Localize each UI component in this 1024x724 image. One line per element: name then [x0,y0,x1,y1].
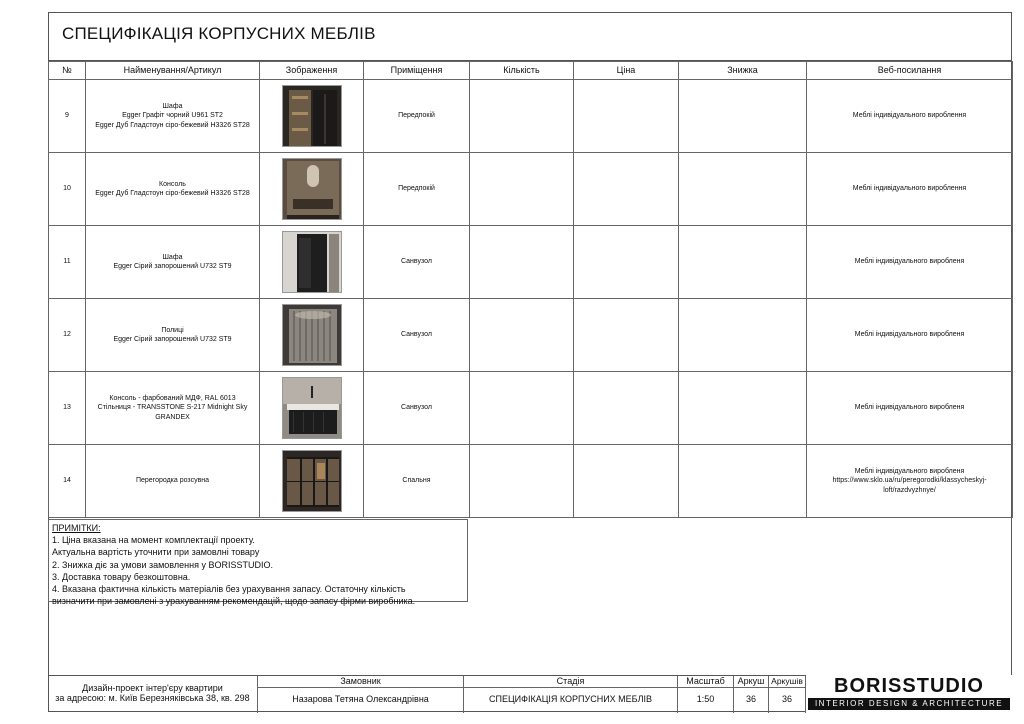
row-number: 9 [49,80,86,153]
page-title: СПЕЦИФІКАЦІЯ КОРПУСНИХ МЕБЛІВ [62,24,376,43]
sheets-label: Аркушів [771,676,803,686]
discount [679,299,807,372]
web-link: Меблі індивідуального виробленя [807,299,1013,372]
room: Санвузол [364,226,470,299]
company-logo [806,675,1012,712]
web-link: Меблі індивідуального виробленя [807,372,1013,445]
room: Санвузол [364,372,470,445]
table-row [49,445,1013,518]
room: Спальня [364,445,470,518]
console-photo [282,158,342,220]
room: Санвузол [364,299,470,372]
quantity [470,80,574,153]
notes-box [48,519,468,607]
row-number: 11 [49,226,86,299]
sheets-value: 36 [781,694,792,704]
item-name: Шафа Egger Сірий запорошений U732 ST9 [86,226,260,299]
discount [679,226,807,299]
room: Передпокій [364,80,470,153]
item-image-cell [260,299,364,372]
discount [679,372,807,445]
scale-cell [678,676,734,713]
specification-table [48,61,1013,518]
item-image-cell [260,153,364,226]
vanity-photo [282,377,342,439]
note-line: Актуальна вартість уточнити при замовлні товару [52,547,260,558]
item-name: Шафа Egger Графіт чорний U961 ST2 Egger Дуб Гладстоун сіро-бежевий H3326 ST28 [86,80,260,153]
stage-value: СПЕЦИФІКАЦІЯ КОРПУСНИХ МЕБЛІВ [489,694,652,704]
column-header-image: Зображення [260,62,364,80]
column-header-quantity: Кількість [470,62,574,80]
price [574,299,679,372]
client-cell [258,676,464,713]
wardrobe-photo [282,85,342,147]
item-image-cell [260,226,364,299]
column-header-room: Приміщення [364,62,470,80]
table-row [49,153,1013,226]
brand-name: BORISSTUDIO [834,675,984,697]
quantity [470,299,574,372]
web-link: Меблі індивідуального вироблення [807,153,1013,226]
note-line: визначити при замовлені з урахуванням рекомендацій, щодо запасу фірми виробника. [52,596,416,607]
row-number: 10 [49,153,86,226]
project-line-2: за адресою: м. Київ Березняківська 38, кв. 298 [55,693,250,703]
quantity [470,445,574,518]
quantity [470,226,574,299]
note-line: 3. Доставка товару безкоштовна. [52,571,191,582]
stage-cell [464,676,678,713]
quantity [470,372,574,445]
price [574,226,679,299]
brand-tagline: INTERIOR DESIGN & ARCHITECTURE [808,698,1010,710]
table-row [49,80,1013,153]
notes-title: ПРИМІТКИ: [52,523,101,533]
item-name: Консоль Egger Дуб Гладстоун сіро-бежевий H3326 ST28 [86,153,260,226]
price [574,153,679,226]
item-name: Полиці Egger Сірий запорошений U732 ST9 [86,299,260,372]
price [574,372,679,445]
column-header-number: № [49,62,86,80]
note-line: 1. Ціна вказана на момент комплектації проекту. [52,535,255,546]
discount [679,80,807,153]
row-number: 12 [49,299,86,372]
item-image-cell [260,445,364,518]
item-image-cell [260,80,364,153]
partition-photo [282,450,342,512]
sheet-value: 36 [745,694,756,704]
price [574,80,679,153]
price [574,445,679,518]
scale-value: 1:50 [696,694,715,704]
sheets-cell [769,676,806,713]
web-link: Меблі індивідуального виробленя [807,226,1013,299]
row-number: 14 [49,445,86,518]
scale-label: Масштаб [686,676,725,686]
table-header-row [49,62,1013,80]
note-line: 2. Знижка діє за умови замовлення у BORISSTUDIO. [52,559,273,570]
web-link: Меблі індивідуального вироблення [807,80,1013,153]
project-description [48,676,258,713]
column-header-discount: Знижка [679,62,807,80]
column-header-name: Найменування/Артикул [86,62,260,80]
client-name: Назарова Тетяна Олександрівна [292,694,429,704]
shelves-photo [282,304,342,366]
sheet-cell [734,676,769,713]
stage-label: Стадія [556,676,585,686]
note-line: 4. Вказана фактична кількість матеріалів без урахування запасу. Остаточну кількість [52,584,406,595]
item-name: Перегородка розсувна [86,445,260,518]
project-line-1: Дизайн-проект інтер'єру квартири [82,683,223,693]
column-header-web-link: Веб-посилання [807,62,1013,80]
item-image-cell [260,372,364,445]
discount [679,445,807,518]
discount [679,153,807,226]
sheet-label: Аркуш [737,676,765,686]
table-row [49,372,1013,445]
wardrobe-photo [282,231,342,293]
column-header-price: Ціна [574,62,679,80]
client-label: Замовник [340,676,381,686]
quantity [470,153,574,226]
table-row [49,299,1013,372]
table-row [49,226,1013,299]
room: Передпокій [364,153,470,226]
item-name: Консоль - фарбований МДФ, RAL 6013 Стільниця - TRANSSTONE S-217 Midnight Sky GRANDEX [86,372,260,445]
row-number: 13 [49,372,86,445]
web-link: Меблі індивідуального виробленя https://www.sklo.ua/ru/peregorodki/klassycheskyj- loft/razdvyzhnye/ [807,445,1013,518]
